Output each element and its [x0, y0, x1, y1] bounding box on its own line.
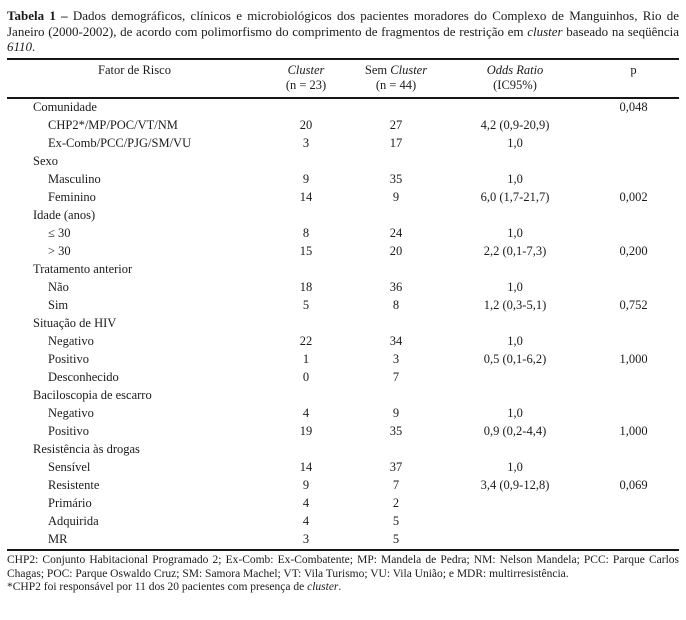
cell-sem-cluster [350, 315, 442, 333]
table-row [7, 477, 679, 495]
cell-sem-cluster: 9 [392, 406, 400, 421]
table-row [7, 261, 679, 279]
cell-sem-cluster: 37 [389, 460, 403, 475]
header-odds-ratio-label: Odds Ratio [486, 62, 544, 77]
header-cluster-label: Cluster [287, 62, 325, 77]
cell-sem-cluster: 8 [392, 298, 400, 313]
table-caption [7, 8, 679, 55]
header-sem-cluster-label: Cluster [390, 62, 428, 77]
cell-odds-ratio: 4,2 (0,9-20,9) [480, 118, 550, 133]
cell-cluster: 4 [302, 496, 310, 511]
cell-fator: Adquirida [48, 514, 99, 529]
footnote-chp2-italic: cluster [307, 581, 339, 594]
cell-odds-ratio: 3,4 (0,9-12,8) [480, 478, 550, 493]
cell-fator: Desconhecido [48, 370, 119, 385]
cell-p: 0,752 [619, 298, 648, 313]
cell-p [588, 315, 679, 333]
cell-odds-ratio: 1,0 [507, 334, 523, 349]
cell-sem-cluster: 5 [392, 514, 400, 529]
cell-fator: Ex-Comb/PCC/PJG/SM/VU [48, 136, 192, 151]
cell-fator: Resistente [48, 478, 100, 493]
header-cluster [262, 59, 350, 98]
header-p-label: p [630, 62, 637, 77]
cell-sem-cluster: 3 [392, 352, 400, 367]
risk-factor-table [7, 58, 679, 551]
cell-cluster: 4 [302, 406, 310, 421]
header-p-value [588, 59, 679, 98]
cell-fator: Negativo [48, 406, 94, 421]
table-header [7, 59, 679, 98]
table-row [7, 459, 679, 477]
cell-cluster: 1 [302, 352, 310, 367]
table-row [7, 531, 679, 550]
footnotes [7, 554, 679, 595]
cell-fator: Masculino [48, 172, 101, 187]
header-odds-ratio-ci: (IC95%) [493, 77, 537, 92]
table-row [7, 171, 679, 189]
cell-sem-cluster: 27 [389, 118, 403, 133]
cell-odds-ratio: 6,0 (1,7-21,7) [480, 190, 550, 205]
cell-cluster: 4 [302, 514, 310, 529]
cell-p [588, 225, 679, 243]
cell-fator: > 30 [48, 244, 71, 259]
header-row [7, 59, 679, 98]
cell-sem-cluster: 17 [389, 136, 403, 151]
cell-odds-ratio [442, 261, 588, 279]
cell-odds-ratio [442, 513, 588, 531]
cell-sem-cluster: 9 [392, 190, 400, 205]
cell-odds-ratio: 1,0 [507, 460, 523, 475]
cell-fator: Positivo [48, 424, 89, 439]
header-fator-de-risco [7, 59, 262, 98]
cell-odds-ratio: 1,0 [507, 406, 523, 421]
table-row [7, 513, 679, 531]
footnote-chp2-text: *CHP2 foi responsável por 11 dos 20 pacientes com presença de [7, 581, 308, 594]
cell-fator: Situação de HIV [33, 316, 117, 331]
cell-p [588, 441, 679, 459]
table-row [7, 243, 679, 261]
cell-odds-ratio: 1,0 [507, 280, 523, 295]
cell-fator: Sim [48, 298, 69, 313]
cell-cluster [262, 387, 350, 405]
table-row [7, 225, 679, 243]
header-fator-de-risco-label: Fator de Risco [98, 62, 171, 77]
cell-cluster [262, 207, 350, 225]
cell-sem-cluster [350, 207, 442, 225]
cell-p [588, 171, 679, 189]
header-cluster-n: (n = 23) [285, 77, 327, 92]
cell-odds-ratio [442, 207, 588, 225]
cell-p [588, 495, 679, 513]
table-row [7, 423, 679, 441]
cell-sem-cluster [350, 153, 442, 171]
table-row [7, 441, 679, 459]
cell-sem-cluster [350, 387, 442, 405]
cell-sem-cluster: 34 [389, 334, 403, 349]
cell-p [588, 405, 679, 423]
table-row [7, 387, 679, 405]
table-row [7, 495, 679, 513]
cell-cluster [262, 315, 350, 333]
cell-p [588, 279, 679, 297]
footnote-chp2-end: . [338, 581, 342, 594]
cell-sem-cluster: 5 [392, 532, 400, 547]
cell-sem-cluster: 35 [389, 172, 403, 187]
cell-odds-ratio [442, 531, 588, 550]
cell-odds-ratio [442, 495, 588, 513]
cell-odds-ratio [442, 369, 588, 387]
cell-odds-ratio: 0,5 (0,1-6,2) [483, 352, 547, 367]
cell-odds-ratio: 0,9 (0,2-4,4) [483, 424, 547, 439]
cell-fator: Resistência às drogas [33, 442, 140, 457]
cell-odds-ratio [442, 315, 588, 333]
cell-cluster: 8 [302, 226, 310, 241]
table-row [7, 315, 679, 333]
cell-fator: Baciloscopia de escarro [33, 388, 152, 403]
cell-p [588, 135, 679, 153]
header-sem-cluster-n: (n = 44) [375, 77, 417, 92]
cell-fator: Não [48, 280, 69, 295]
cell-sem-cluster: 36 [389, 280, 403, 295]
table-row [7, 405, 679, 423]
cell-p [588, 117, 679, 135]
cell-p: 0,048 [619, 100, 648, 115]
cell-p [588, 369, 679, 387]
cell-cluster: 9 [302, 172, 310, 187]
cell-sem-cluster: 35 [389, 424, 403, 439]
cell-odds-ratio: 1,2 (0,3-5,1) [483, 298, 547, 313]
cell-sem-cluster: 2 [392, 496, 400, 511]
table-row [7, 117, 679, 135]
table-row [7, 333, 679, 351]
cell-fator: Tratamento anterior [33, 262, 133, 277]
table-row [7, 351, 679, 369]
cell-p [588, 261, 679, 279]
cell-cluster [262, 98, 350, 117]
cell-cluster: 3 [302, 532, 310, 547]
cell-p [588, 513, 679, 531]
cell-sem-cluster: 20 [389, 244, 403, 259]
cell-fator: Sensível [48, 460, 91, 475]
cell-cluster: 18 [299, 280, 313, 295]
cell-fator: MR [48, 532, 68, 547]
cell-sem-cluster [350, 98, 442, 117]
cell-fator: Idade (anos) [33, 208, 96, 223]
footnote-abbreviations: CHP2: Conjunto Habitacional Programado 2; Ex-Comb: Ex-Combatente; MP: Mandela de Pedra; NM: Nelson Mandela; PCC: Parque Carlos Chagas; POC: Parque Oswaldo Cruz; SM: Samora Machel; VT: Vila Turismo; VU: Vila União; e MDR: multirresistência. [7, 553, 679, 580]
cell-p: 0,002 [619, 190, 648, 205]
cell-fator: Primário [48, 496, 92, 511]
cell-cluster: 9 [302, 478, 310, 493]
table-caption-italic-cluster: cluster [527, 23, 563, 39]
cell-cluster [262, 261, 350, 279]
table-row [7, 153, 679, 171]
cell-cluster: 5 [302, 298, 310, 313]
table-caption-text-mid: baseado na seqüência [562, 23, 680, 39]
cell-odds-ratio [442, 387, 588, 405]
cell-fator: Sexo [33, 154, 58, 169]
table-row [7, 98, 679, 117]
table-row [7, 189, 679, 207]
cell-cluster [262, 153, 350, 171]
table-row [7, 297, 679, 315]
cell-cluster: 14 [299, 460, 313, 475]
table-caption-label: Tabela 1 – [7, 8, 68, 23]
table-caption-text-end: . [32, 39, 36, 55]
cell-p [588, 207, 679, 225]
cell-p: 1,000 [619, 352, 648, 367]
table-caption-italic-sequence: 6110 [7, 39, 33, 55]
cell-cluster: 0 [302, 370, 310, 385]
cell-fator: Comunidade [33, 100, 97, 115]
cell-odds-ratio: 2,2 (0,1-7,3) [483, 244, 547, 259]
cell-sem-cluster: 7 [392, 478, 400, 493]
cell-sem-cluster [350, 261, 442, 279]
cell-odds-ratio [442, 441, 588, 459]
cell-p [588, 531, 679, 550]
cell-cluster: 22 [299, 334, 313, 349]
cell-odds-ratio: 1,0 [507, 172, 523, 187]
cell-cluster [262, 441, 350, 459]
cell-p [588, 387, 679, 405]
cell-cluster: 15 [299, 244, 313, 259]
cell-odds-ratio: 1,0 [507, 136, 523, 151]
cell-fator: ≤ 30 [48, 226, 71, 241]
cell-p: 0,200 [619, 244, 648, 259]
header-sem-prefix: Sem [364, 62, 391, 77]
cell-p [588, 153, 679, 171]
cell-p: 1,000 [619, 424, 648, 439]
table-body [7, 98, 679, 550]
cell-odds-ratio: 1,0 [507, 226, 523, 241]
cell-fator: Positivo [48, 352, 89, 367]
table-row [7, 135, 679, 153]
cell-p [588, 333, 679, 351]
cell-fator: CHP2*/MP/POC/VT/NM [48, 118, 178, 133]
table-row [7, 279, 679, 297]
cell-p: 0,069 [619, 478, 648, 493]
cell-odds-ratio [442, 153, 588, 171]
header-sem-cluster [350, 59, 442, 98]
cell-cluster: 19 [299, 424, 313, 439]
footnote-chp2-note [7, 581, 679, 595]
cell-cluster: 3 [302, 136, 310, 151]
cell-sem-cluster: 7 [392, 370, 400, 385]
cell-cluster: 20 [299, 118, 313, 133]
cell-sem-cluster [350, 441, 442, 459]
cell-sem-cluster: 24 [389, 226, 403, 241]
cell-fator: Feminino [48, 190, 96, 205]
cell-p [588, 459, 679, 477]
table-row [7, 369, 679, 387]
header-odds-ratio [442, 59, 588, 98]
table-row [7, 207, 679, 225]
table-caption-text: Dados demográficos, clínicos e microbiológicos dos pacientes moradores do Complexo de Manguinhos, Rio de Janeiro (2000-2002), de acordo com polimorfismo do comprimento de fragmentos de restrição em [7, 8, 679, 39]
cell-cluster: 14 [299, 190, 313, 205]
cell-odds-ratio [442, 98, 588, 117]
cell-fator: Negativo [48, 334, 94, 349]
